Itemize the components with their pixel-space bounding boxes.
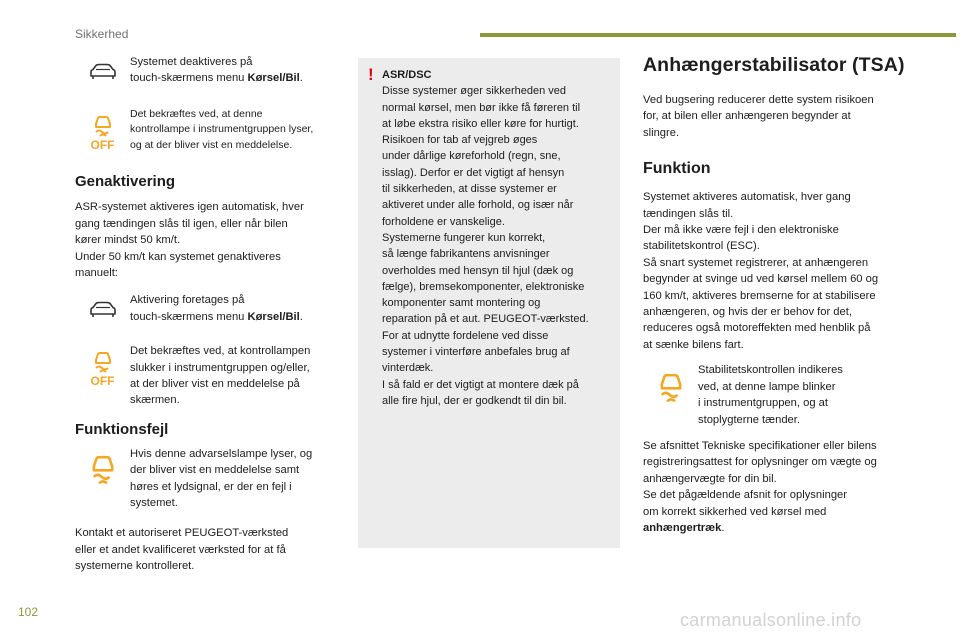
car-outline-icon [75,54,130,82]
right-column [643,54,913,536]
section-label: Sikkerhed [75,27,129,41]
off-lamp-extinguish-text: Det bekræftes ved, at kontrollampen slukker i instrumentgruppen og/eller, at der bliver vist en meddelelse på skærmen. [130,345,311,407]
reactivation-text: ASR-systemet aktiveres igen automatisk, hver gang tændingen slås til igen, eller når bilen kører mindst 50 km/t. Under 50 km/t kan systemet genaktiveres manuelt: [75,201,304,279]
exclamation-icon: ! [368,65,374,84]
off-lamp-block [75,107,340,154]
asr-dsc-heading: ASR/DSC [382,69,432,81]
off-label: OFF [90,374,115,389]
trailer-stability-warning-icon [75,446,130,486]
fault-heading: Funktionsfejl [75,420,169,438]
menu-deactivate-block [75,54,340,87]
menu-activate-block [75,292,340,325]
trailer-stability-off-warning-icon [75,343,130,388]
function-text: Systemet aktiveres automatisk, hver gang tændingen slås til. Der må ikke være fejl i den elektroniske stabilitetskontrol (ESC). Så snart systemet registrerer, at anhængeren begynder at svinge ud ved kørsel mellem 60 og 160 km/t, aktiveres bremserne for at stabilisere anhængeren, og hvis der er behov for det, reduceres også motoreffekten med henblik på at sænke bilens fart. [643,191,879,351]
off-lamp-extinguish-block [75,343,340,409]
car-outline-icon [75,292,130,320]
asr-dsc-text: Disse systemer øger sikkerheden ved normal kørsel, men bør ikke få føreren til at løbe ekstra risiko eller køre for hurtigt. Risikoen for tab af vejgreb øges under dårlige køreforhold (regn, sne, isslag). Derfor er det vigtigt af hensyn til sikkerheden, at disse systemer er aktiveret under alle forhold, og især når forholdene er vanskelige. Systemerne fungerer kun korrekt, så længe fabrikantens anvisninger overholdes med hensyn til hjul (dæk og fælge), bremsekomponenter, elektroniske komponenter samt montering og reparation på et aut. PEUGEOT-værksted. For at udnytte fordelene ved disse systemer i vinterføre anbefales brug af vinterdæk. I så fald er det vigtigt at montere dæk på alle fire hjul, der er godkendt til din bil. [382,85,589,407]
page-number: 102 [18,605,39,619]
stability-lamp-block [643,362,913,428]
fault-lamp-text: Hvis denne advarselslampe lyser, og der bliver vist en meddelelse samt høres et lydsignal, er der en fejl i systemet. [130,447,313,509]
menu-deactivate-text: Systemet deaktiveres på touch-skærmens menu Kørsel/Bil. [130,56,303,85]
closing-text: Se afsnittet Tekniske specifikationer eller bilens registreringsattest for oplysninger om vægte og anhængervægte for din bil. Se det pågældende afsnit for oplysninger om korrekt sikkerhed ved kørsel med anhængertræk. [643,439,877,534]
reactivation-heading: Genaktivering [75,173,176,191]
asr-dsc-note-content [382,67,618,409]
off-lamp-text: Det bekræftes ved, at denne kontrollampe i instrumentgruppen lyser, og at der bliver vist en meddelelse. [130,107,314,151]
tsa-intro-text: Ved bugsering reducerer dette system risikoen for, at bilen eller anhængeren begynder at slingre. [643,94,874,139]
left-column [75,54,340,575]
fault-contact-text: Kontakt et autoriseret PEUGEOT-værksted eller et andet kvalificeret værksted for at få systemerne kontrolleret. [75,527,289,573]
page-title: Anhængerstabilisator (TSA) [643,54,905,76]
watermark: carmanualsonline.info [680,610,862,630]
trailer-stability-off-warning-icon [75,107,130,152]
header-accent-bar [480,33,956,37]
asr-dsc-note-box [358,58,620,548]
stability-lamp-text: Stabilitetskontrollen indikeres ved, at denne lampe blinker i instrumentgruppen, og at stoplygterne tænder. [698,364,843,426]
fault-lamp-block [75,446,340,512]
function-heading: Funktion [643,160,711,178]
trailer-stability-warning-icon [643,362,698,404]
menu-activate-text: Aktivering foretages på touch-skærmens menu Kørsel/Bil. [130,294,303,323]
off-label: OFF [90,137,115,152]
